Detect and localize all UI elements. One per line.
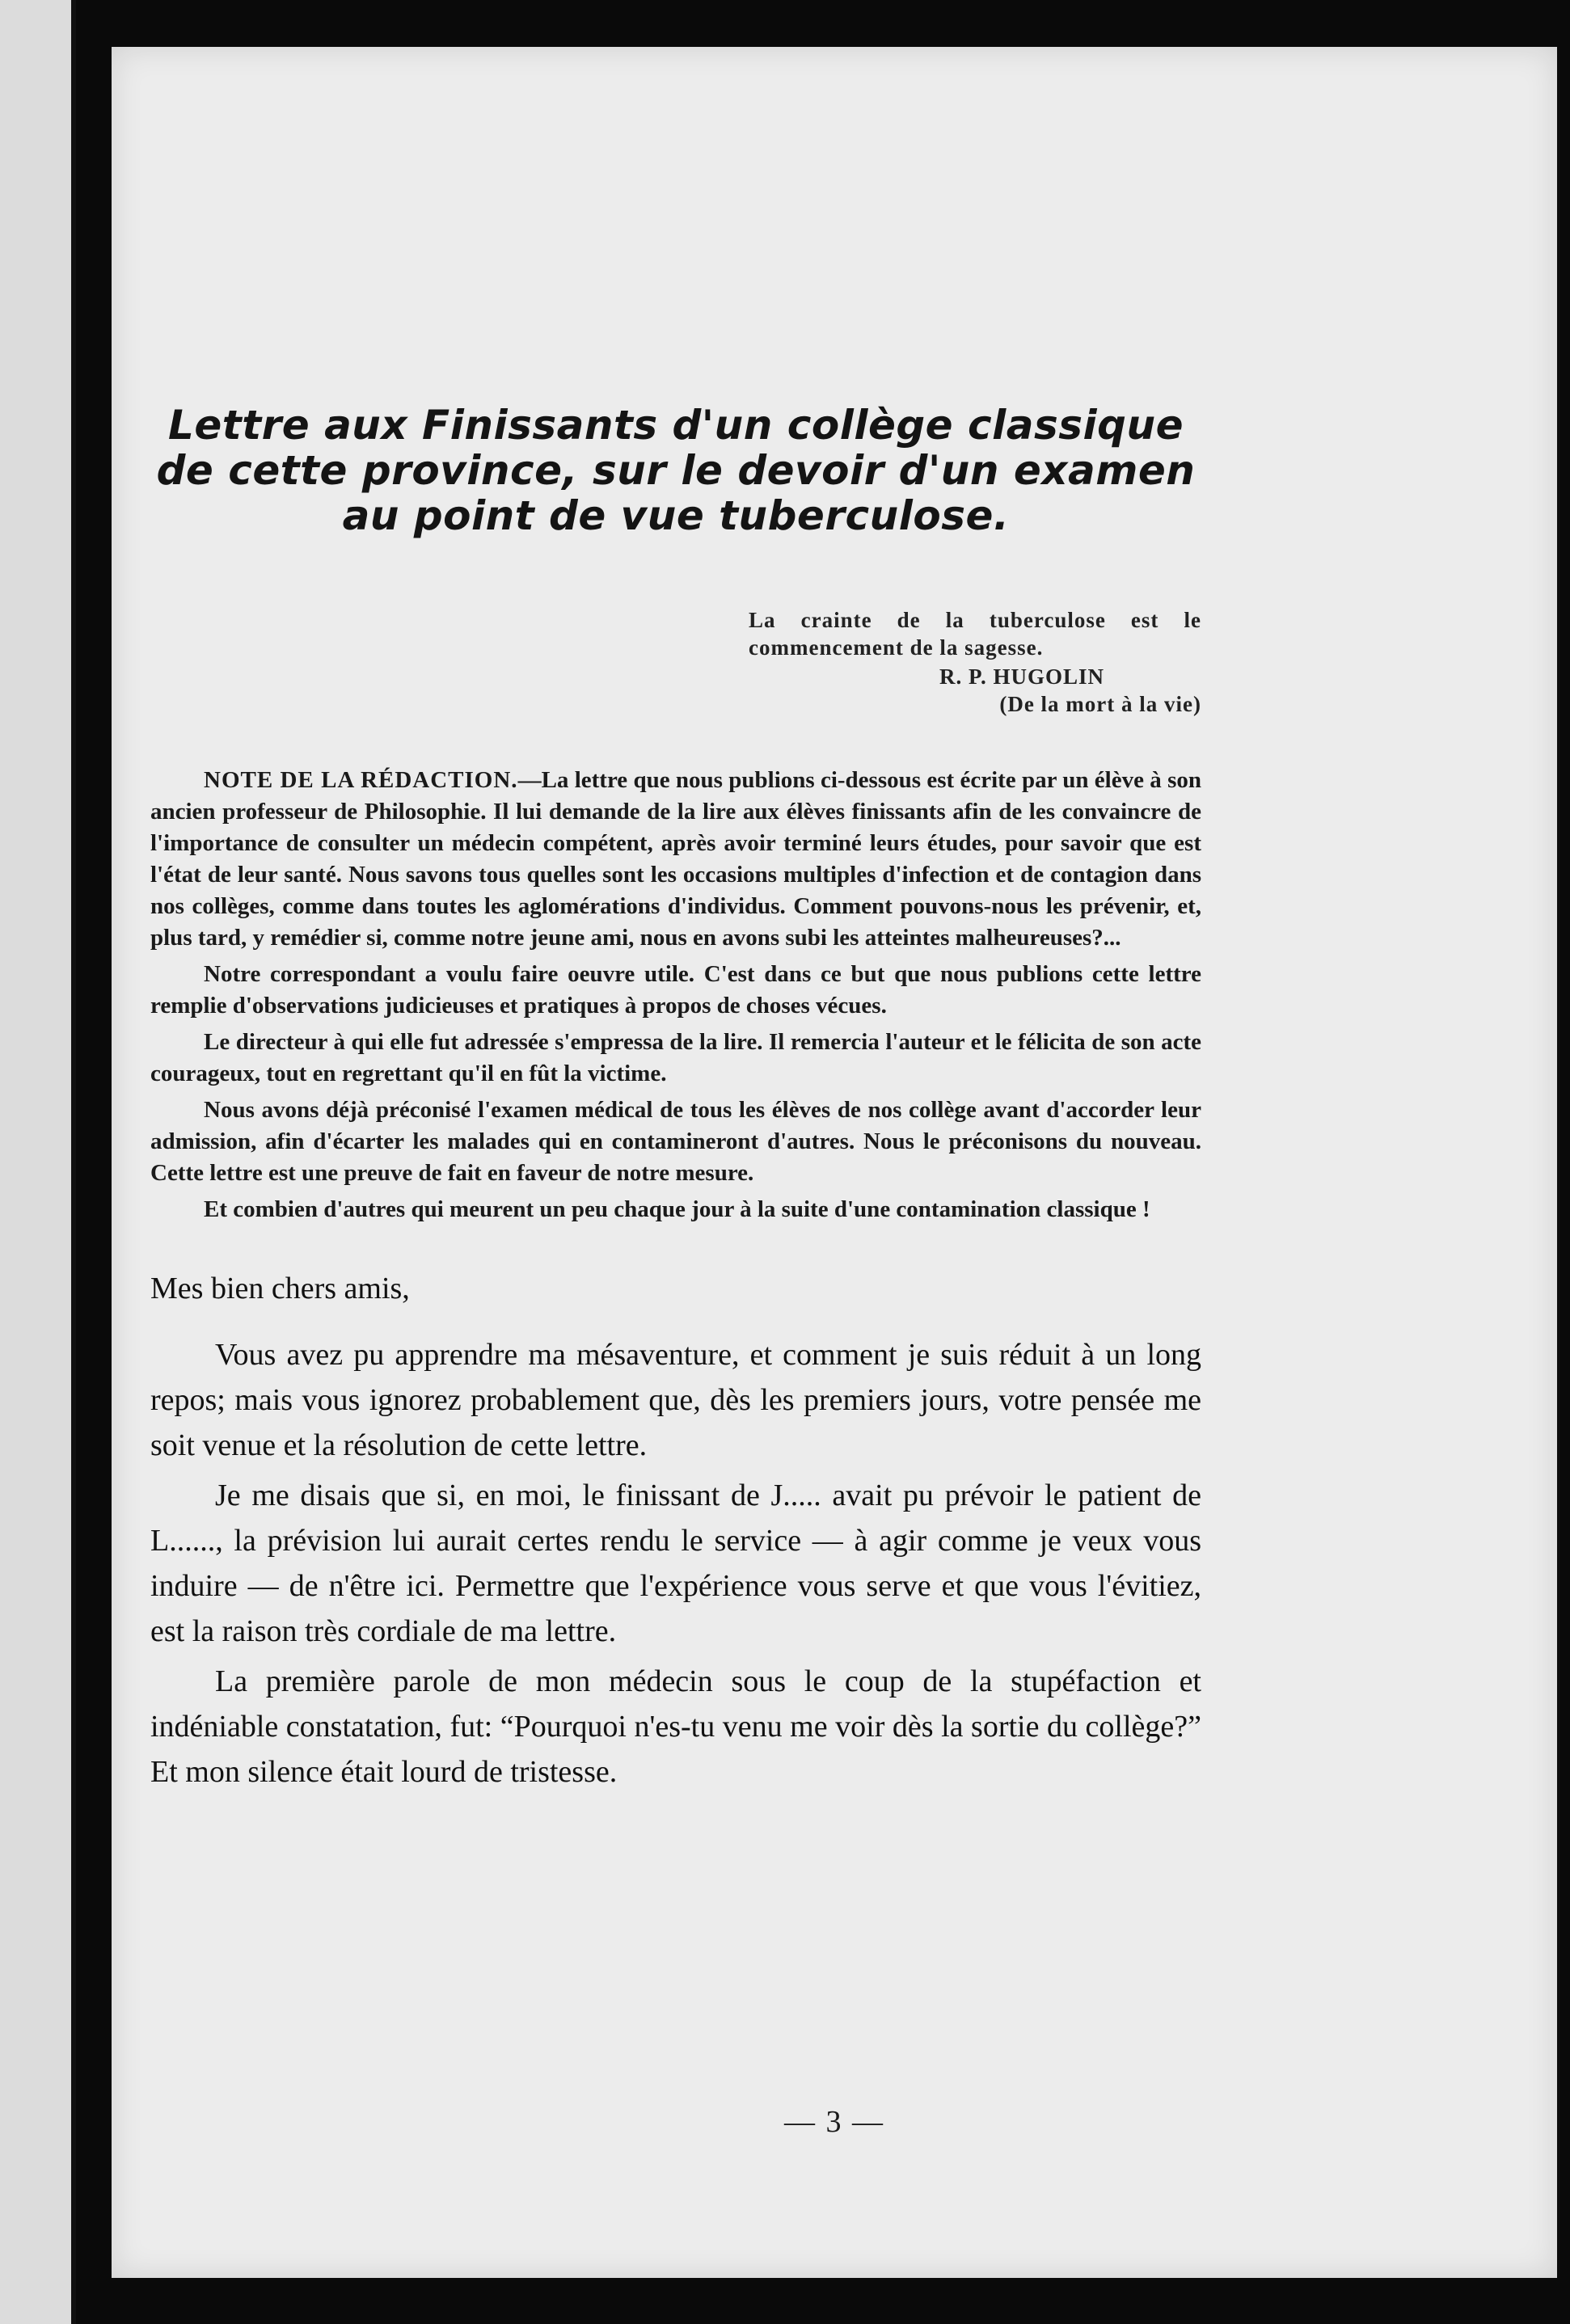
note-paragraph: Nous avons déjà préconisé l'examen médical de tous les élèves de nos collège avant d'accorder leur admission, afin d'écarter les malades qui en contamineront d'autres. Nous le préconisons du nouveau. Cette lettre est une preuve de fait en faveur de notre mesure. xyxy=(150,1097,1201,1186)
letter-paragraph: Je me disais que si, en moi, le finissant de J..... avait pu prévoir le patient de L......, la prévision lui aurait certes rendu le service — à agir comme je veux vous induire — de n'être ici. Permettre que l'expérience vous serve et que vous l'évitiez, est la raison très cordiale de ma lettre. xyxy=(150,1478,1201,1648)
letter-paragraph: Vous avez pu apprendre ma mésaventure, et comment je suis réduit à un long repos; mais vous ignorez probablement que, dès les premiers jours, votre pensée me soit venue et la résolution de cette lettre. xyxy=(150,1338,1201,1462)
editorial-note xyxy=(150,765,1201,1225)
note-paragraph xyxy=(150,765,1201,954)
epigraph xyxy=(749,606,1201,718)
epigraph-author: R. P. HUGOLIN xyxy=(939,664,1104,689)
letter-salutation: Mes bien chers amis, xyxy=(150,1272,410,1305)
epigraph-text: La crainte de la tuberculose est le commencement de la sagesse. xyxy=(749,608,1201,660)
letter-body xyxy=(150,1266,1201,1795)
page-content xyxy=(150,403,1201,1799)
note-paragraph: Le directeur à qui elle fut adressée s'empressa de la lire. Il remercia l'auteur et le félicita de son acte courageux, tout en regrettant qu'il en fût la victime. xyxy=(150,1029,1201,1086)
note-paragraph: Et combien d'autres qui meurent un peu chaque jour à la suite d'une contamination classique ! xyxy=(204,1196,1150,1222)
article-title: Lettre aux Finissants d'un collège classique de cette province, sur le devoir d'un examen au point de vue tuberculose. xyxy=(156,402,1196,539)
note-paragraph: Notre correspondant a voulu faire oeuvre utile. C'est dans ce but que nous publions cette lettre remplie d'observations judicieuses et pratiques à propos de choses vécues. xyxy=(150,961,1201,1019)
page-number: — 3 — xyxy=(784,2105,884,2139)
epigraph-source: (De la mort à la vie) xyxy=(999,692,1201,716)
document-page xyxy=(112,47,1557,2278)
letter-paragraph: La première parole de mon médecin sous le coup de la stupéfaction et indéniable constatation, fut: “Pourquoi n'es-tu venu me voir dès la sortie du collège?” Et mon silence était lourd de tristesse. xyxy=(150,1664,1201,1789)
adjacent-page-edge xyxy=(0,0,76,2324)
note-lead: NOTE DE LA RÉDACTION. xyxy=(204,767,518,793)
note-body: —La lettre que nous publions ci-dessous est écrite par un élève à son ancien professeur de Philosophie. Il lui demande de la lire aux élèves finissants afin de les convaincre de l'importance de consulter un médecin compétent, après avoir terminé leurs études, pour savoir que est l'état de leur santé. Nous savons tous quelles sont les occasions multiples d'infection et de contagion dans nos collèges, comme dans toutes les aglomérations d'individus. Comment pouvons-nous les prévenir, et, plus tard, y remédier si, comme notre jeune ami, nous en avons subi les atteintes malheureuses?... xyxy=(150,767,1201,951)
